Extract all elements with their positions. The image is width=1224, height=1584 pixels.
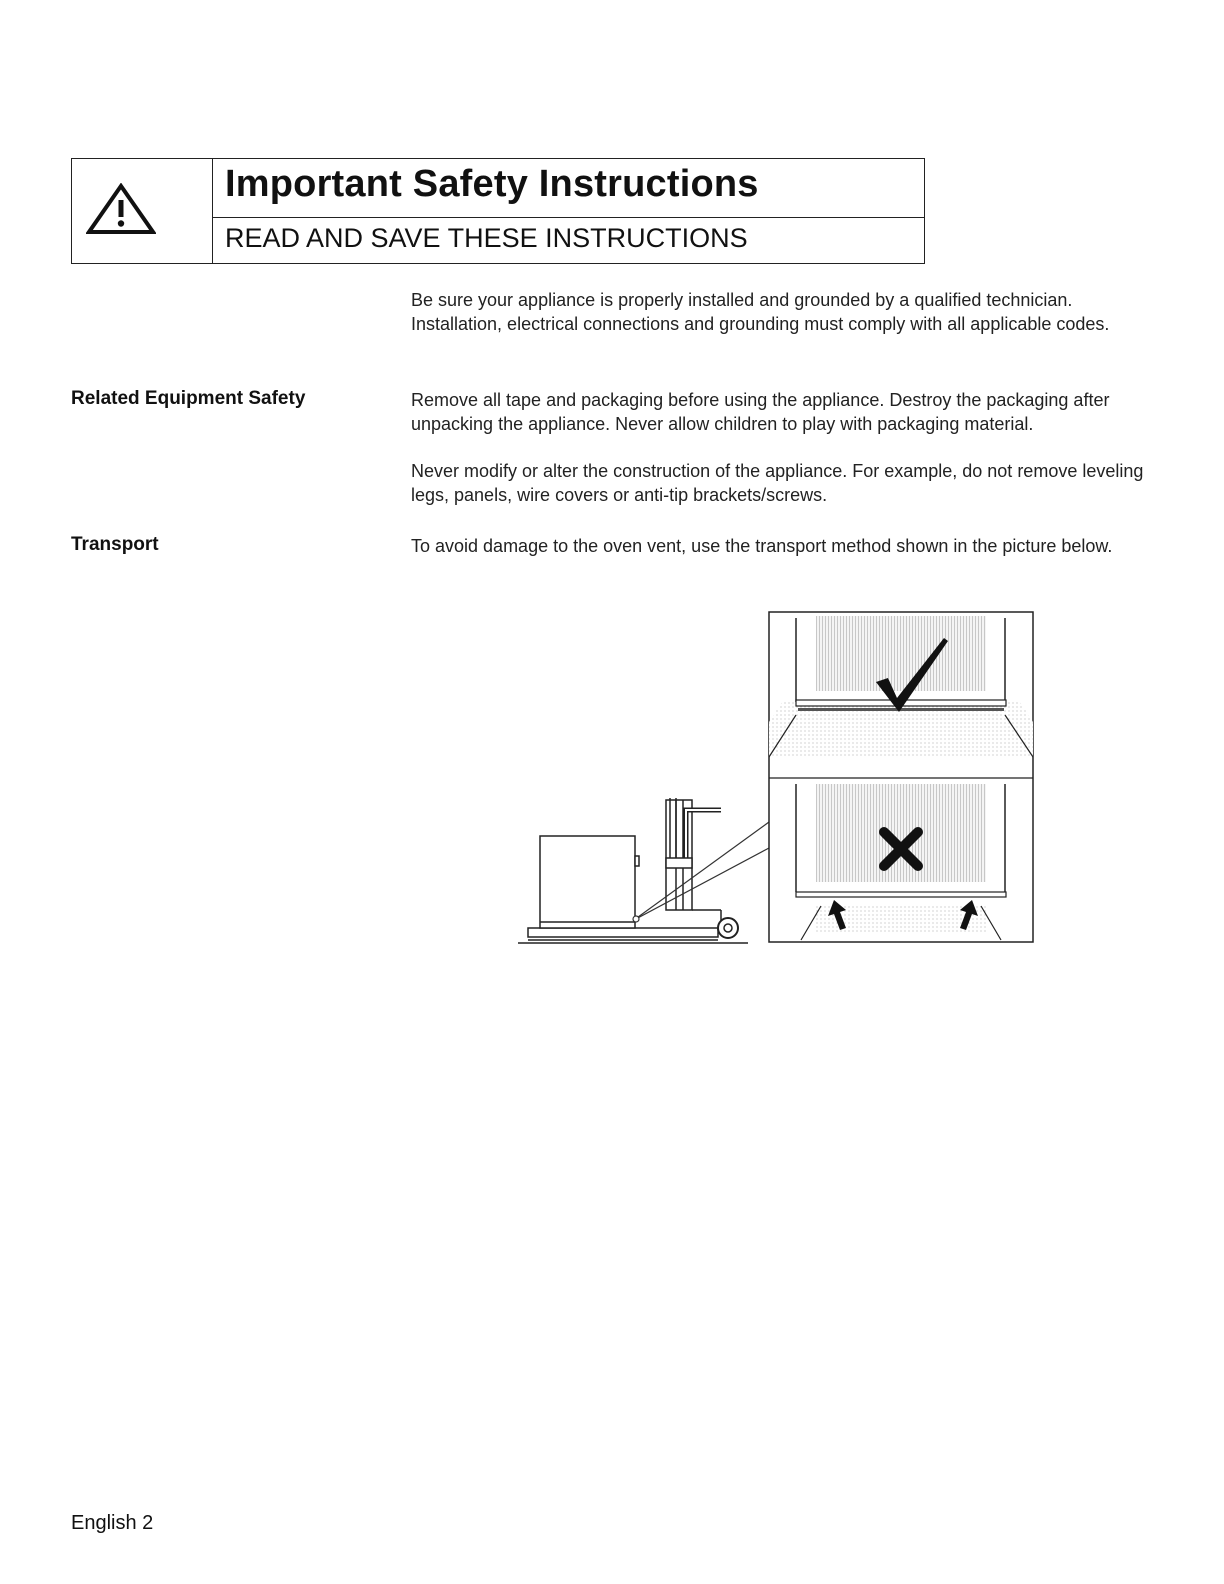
page-footer: English 2 <box>71 1512 154 1534</box>
incorrect-method-panel <box>796 784 1006 940</box>
transport-illustration <box>516 610 1041 955</box>
pallet-jack-drawing <box>518 798 748 943</box>
section-label-related-equipment-safety: Related Equipment Safety <box>71 388 306 409</box>
warning-triangle-icon <box>86 183 156 235</box>
page-subtitle: READ AND SAVE THESE INSTRUCTIONS <box>225 223 748 253</box>
warning-cell <box>72 159 213 263</box>
header-box <box>71 158 925 264</box>
related-equipment-paragraph-2: Never modify or alter the construction of the appliance. For example, do not remove leveling legs, panels, wire covers or anti-tip brackets/screws. <box>411 461 1144 505</box>
section-label-transport: Transport <box>71 534 159 555</box>
related-equipment-paragraph-1: Remove all tape and packaging before using the appliance. Destroy the packaging after unpacking the appliance. Never allow children to play with packaging material. <box>411 390 1110 434</box>
intro-paragraph: Be sure your appliance is properly installed and grounded by a qualified technician. Installation, electrical connections and grounding must comply with all applicable codes. <box>411 290 1110 334</box>
transport-paragraph: To avoid damage to the oven vent, use the transport method shown in the picture below. <box>411 536 1113 556</box>
page-title: Important Safety Instructions <box>225 163 759 205</box>
zoom-callout-lines <box>633 822 769 922</box>
title-row <box>213 159 924 218</box>
